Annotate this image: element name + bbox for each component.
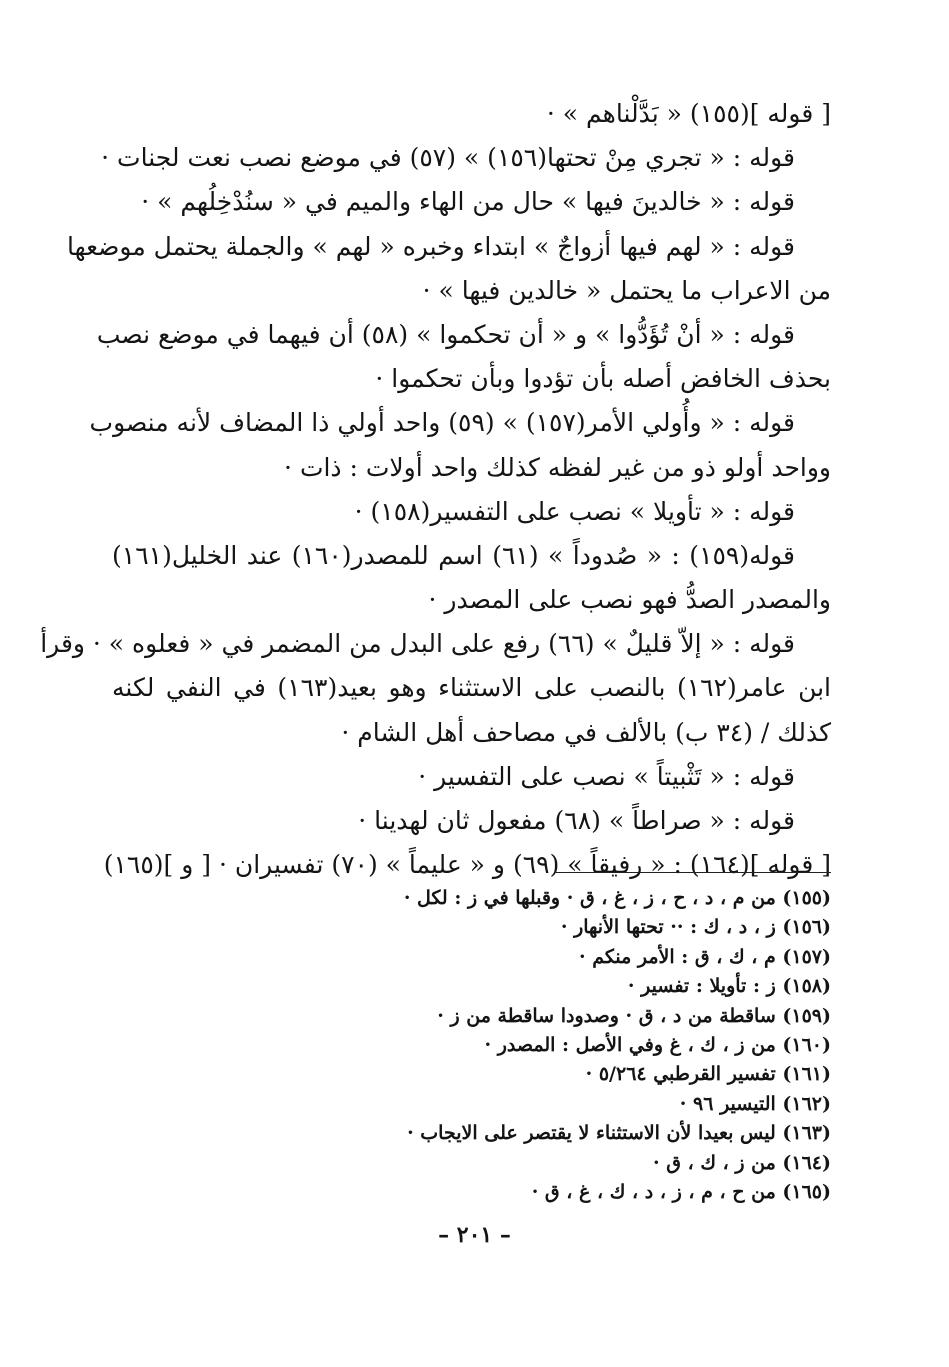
footnote: (١٥٥) من م ، د ، ح ، ز ، غ ، ق · وقبلها في ز : لكل · (403, 887, 831, 909)
text-line: من الاعراب ما يحتمل « خالدين فيها » · (422, 275, 831, 305)
text-line: قوله : « وأُولي الأمر(١٥٧) » (٥٩) واحد أولي ذا المضاف لأنه منصوب (89, 408, 795, 438)
text-line: ابن عامر(١٦٢) بالنصب على الاستثناء وهو بعيد(١٦٣) في النفي لكنه (112, 673, 832, 703)
footnote: (١٦٢) التيسير ٩٦ · (679, 1092, 831, 1115)
text-line: وواحد أولو ذو من غير لفظه كذلك واحد أولات : ذات · (284, 452, 831, 482)
footnote: (١٦٤) من ز ، ك ، ق · (652, 1151, 831, 1174)
text-line: قوله : « أنْ تُؤَدُّوا » و « أن تحكموا » (٥٨) أن فيهما في موضع نصب (96, 319, 795, 349)
text-line: [ قوله ](١٦٤) : « رفيقاً » (٦٩) و « عليماً » (٧٠) تفسيران · [ و ](١٦٥) (103, 850, 831, 880)
text-line: [ قوله ](١٥٥) « بَدَّلْناهم » · (546, 99, 831, 128)
footnote: (١٦٠) من ز ، ك ، غ وفي الأصل : المصدر · (484, 1033, 831, 1056)
footnotes (271, 884, 831, 1207)
text-line: قوله : « خالدينَ فيها » حال من الهاء والميم في « سنُدْخِلُهم » · (141, 187, 795, 217)
text-line: قوله : « تَثْبيتاً » نصب على التفسير · (418, 761, 795, 791)
text-line: قوله : « لهم فيها أزواجٌ » ابتداء وخبره « لهم » والجملة يحتمل موضعها (66, 231, 795, 261)
text-line: والمصدر الصدُّ فهو نصب على المصدر · (428, 585, 831, 615)
text-line: قوله : « تجري مِنْ تحتها(١٥٦) » (٥٧) في موضع نصب نعت لجنات · (101, 143, 795, 173)
footnote: (١٥٦) ز ، د ، ك : ·· تحتها الأنهار · (560, 916, 831, 939)
text-line: قوله : « إلاّ قليلٌ » (٦٦) رفع على البدل من المضمر في « فعلوه » · وقرأ (40, 629, 795, 659)
footnote: (١٦١) تفسير القرطبي ٥/٢٦٤ · (585, 1063, 831, 1086)
text-line: قوله(١٥٩) : « صُدوداً » (٦١) اسم للمصدر(١٦٠) عند الخليل(١٦١) (112, 540, 795, 570)
footnote: (١٥٧) م ، ك ، ق : الأمر منكم · (578, 945, 831, 968)
text-line: كذلك / (٣٤ ب) بالألف في مصاحف أهل الشام · (341, 717, 831, 747)
footnote: (١٥٩) ساقطة من د ، ق · وصدودا ساقطة من ز · (437, 1004, 831, 1027)
page-number: – ٢٠١ – (438, 1222, 511, 1248)
footnote-divider (556, 872, 831, 873)
footnote: (١٦٣) ليس بعيدا لأن الاستثناء لا يقتصر على الايجاب · (407, 1122, 831, 1145)
text-line: قوله : « تأويلا » نصب على التفسير(١٥٨) · (354, 496, 795, 526)
text-line: قوله : « صراطاً » (٦٨) مفعول ثان لهدينا · (358, 806, 795, 835)
text-line: بحذف الخافض أصله بأن تؤدوا وبأن تحكموا · (375, 364, 831, 394)
footnote: (١٥٨) ز : تأويلا : تفسير · (627, 975, 831, 998)
main-text (40, 92, 832, 887)
footnote: (١٦٥) من ح ، م ، ز ، د ، ك ، غ ، ق · (531, 1180, 831, 1203)
